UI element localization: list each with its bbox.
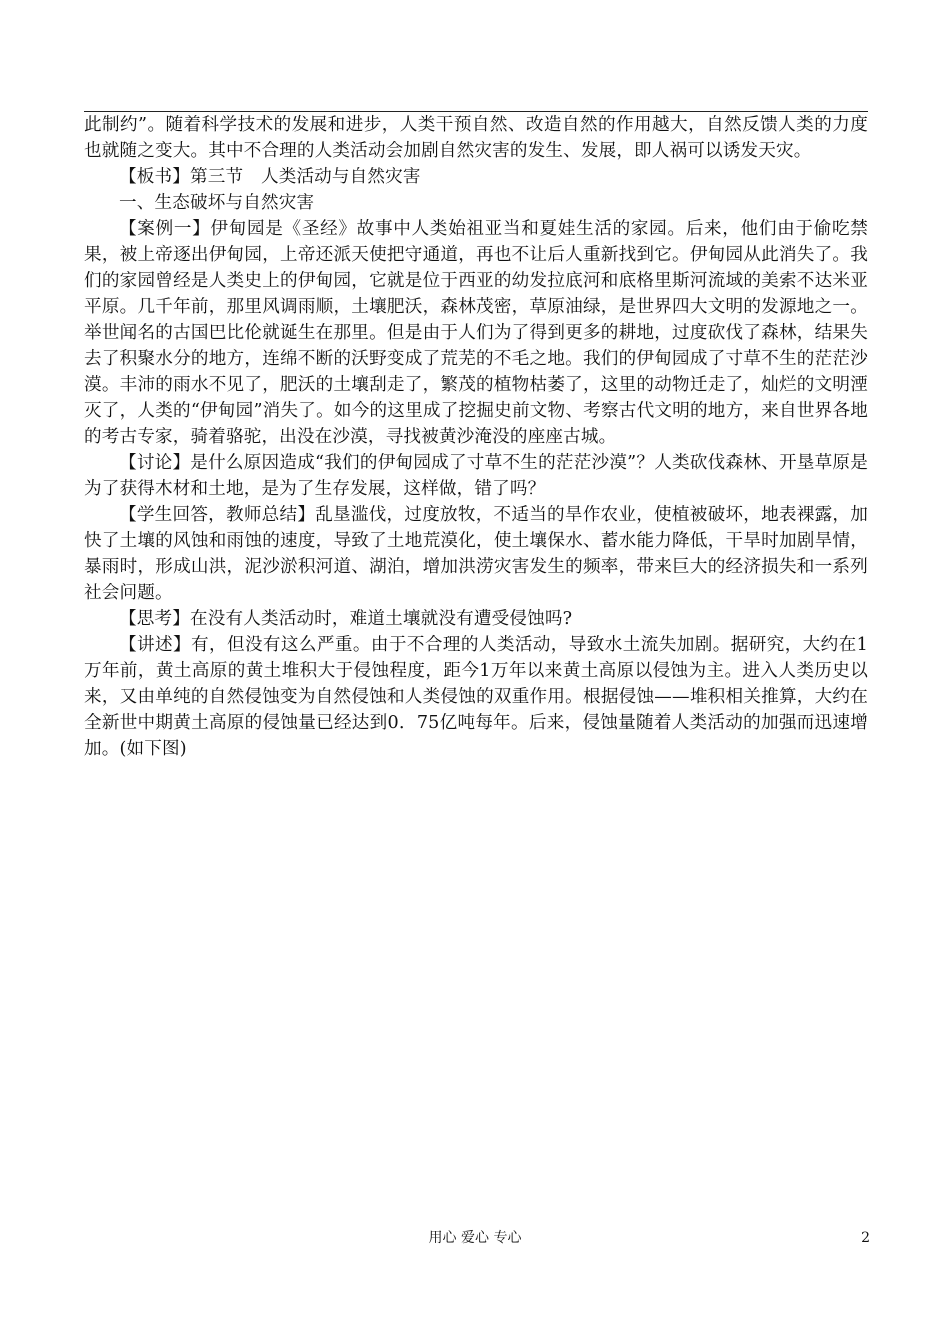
footer-motto: 用心 爱心 专心 [428,1230,522,1246]
paragraph-section-heading: 一、生态破坏与自然灾害 [119,193,315,213]
paragraph-intro-continuation: 此制约”。随着科学技术的发展和进步，人类干预自然、改造自然的作用越大，自然反馈人类的力度也就随之变大。其中不合理的人类活动会加剧自然灾害的发生、发展，即人祸可以诱发天灾。 [84,115,868,161]
paragraph-summary: 【学生回答，教师总结】乱垦滥伐，过度放牧，不适当的旱作农业，使植被破坏，地表裸露，加快了土壤的风蚀和雨蚀的速度，导致了土地荒漠化，使土壤保水、蓄水能力降低，干旱时加剧旱情，暴雨时，形成山洪，泥沙淤积河道、湖泊，增加洪涝灾害发生的频率，带来巨大的经济损失和一系列社会问题。 [84,505,868,603]
paragraph-question: 【思考】在没有人类活动时，难道土壤就没有遭受侵蚀吗? [119,609,573,629]
page-number: 2 [861,1230,870,1246]
paragraph-case-one: 【案例一】伊甸园是《圣经》故事中人类始祖亚当和夏娃生活的家园。后来，他们由于偷吃禁果，被上帝逐出伊甸园，上帝还派天使把守通道，再也不让后人重新找到它。伊甸园从此消失了。我们的家园曾经是人类史上的伊甸园，它就是位于西亚的幼发拉底河和底格里斯河流域的美索不达米亚平原。几千年前，那里风调雨顺，土壤肥沃，森林茂密，草原油绿，是世界四大文明的发源地之一。举世闻名的古国巴比伦就诞生在那里。但是由于人们为了得到更多的耕地，过度砍伐了森林，结果失去了积聚水分的地方，连绵不断的沃野变成了荒芜的不毛之地。我们的伊甸园成了寸草不生的茫茫沙漠。丰沛的雨水不见了，肥沃的土壤刮走了，繁茂的植物枯萎了，这里的动物迁走了，灿烂的文明湮灭了，人类的“伊甸园”消失了。如今的这里成了挖掘史前文物、考察古代文明的地方，来自世界各地的考古专家，骑着骆驼，出没在沙漠，寻找被黄沙淹没的座座古城。 [84,219,868,447]
main-text [84,112,868,762]
paragraph-lecture: 【讲述】有，但没有这么严重。由于不合理的人类活动，导致水土流失加剧。据研究，大约在1万年前，黄土高原的黄土堆积大于侵蚀程度，距今1万年以来黄土高原以侵蚀为主。进入人类历史以来，又由单纯的自然侵蚀变为自然侵蚀和人类侵蚀的双重作用。根据侵蚀——堆积相关推算，大约在全新世中期黄土高原的侵蚀量已经达到0．75亿吨每年。后来，侵蚀量随着人类活动的加强而迅速增加。(如下图) [84,635,868,759]
paragraph-board-heading: 【板书】第三节 人类活动与自然灾害 [119,167,421,187]
paragraph-discussion: 【讨论】是什么原因造成“我们的伊甸园成了寸草不生的茫茫沙漠”？人类砍伐森林、开垦草原是为了获得木材和土地，是为了生存发展，这样做，错了吗？ [84,453,868,499]
